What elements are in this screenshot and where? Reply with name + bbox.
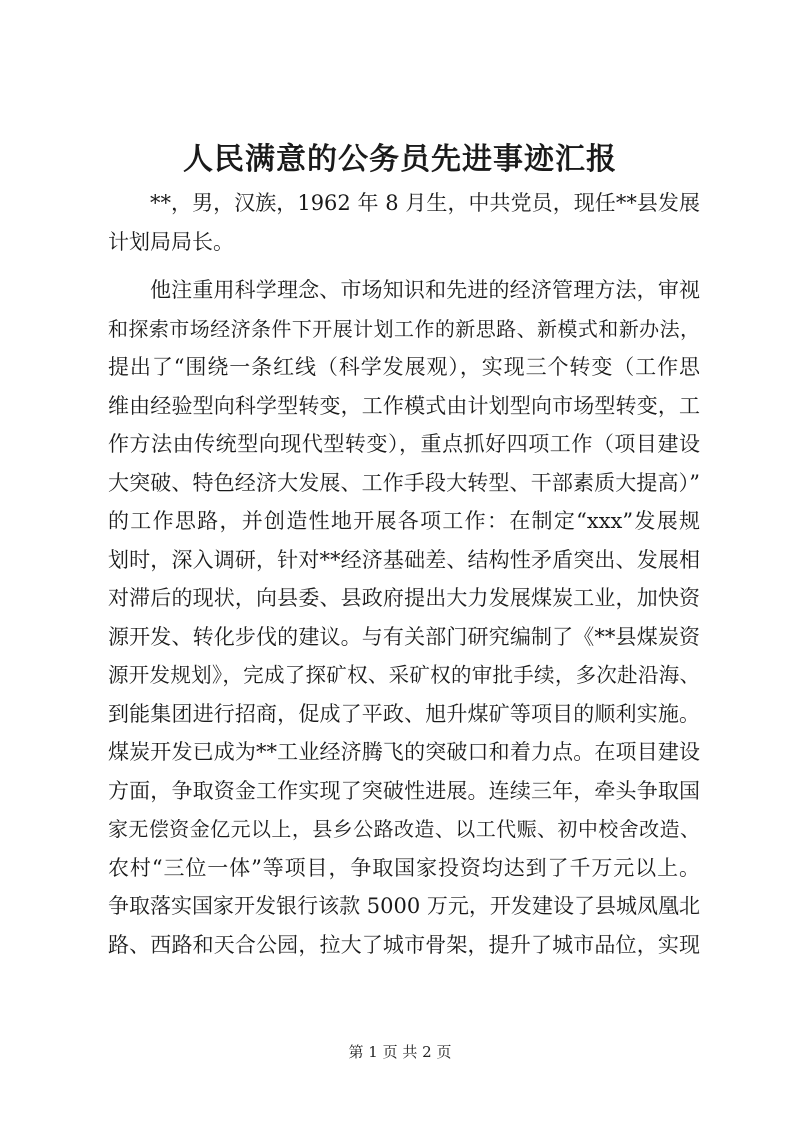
paragraph-line: 家无偿资金亿元以上，县乡公路改造、以工代赈、初中校舍改造、 <box>108 817 700 841</box>
document-title: 人民满意的公务员先进事迹汇报 <box>183 142 617 177</box>
paragraph-1 <box>108 184 700 261</box>
paragraph-line: 路、西路和天合公园，拉大了城市骨架，提升了城市品位，实现 <box>108 932 700 957</box>
paragraph-line: 源开发规划》，完成了探矿权、采矿权的审批手续，多次赴沿海、 <box>108 663 700 687</box>
paragraph-line: 提出了“围绕一条红线（科学发展观），实现三个转变（工作思 <box>108 355 700 379</box>
paragraph-line: 农村“三位一体”等项目，争取国家投资均达到了千万元以上。 <box>108 855 700 880</box>
paragraph-line: 煤炭开发已成为**工业经济腾飞的突破口和着力点。在项目建设 <box>108 740 700 764</box>
paragraph-line: 作方法由传统型向现代型转变），重点抓好四项工作（项目建设 <box>108 432 700 456</box>
paragraph-line: **，男，汉族，1962 年 8 月生，中共党员，现任**县发展 <box>150 191 700 215</box>
paragraph-line: 划时，深入调研，针对**经济基础差、结构性矛盾突出、发展相 <box>108 547 700 572</box>
paragraph-gap <box>108 261 700 271</box>
paragraph-line: 维由经验型向科学型转变，工作模式由计划型向市场型转变，工 <box>108 393 700 418</box>
paragraph-line: 大突破、特色经济大发展、工作手段大转型、干部素质大提高）” <box>108 470 700 495</box>
document-body <box>108 184 700 964</box>
paragraph-line: 源开发、转化步伐的建议。与有关部门研究编制了《**县煤炭资 <box>108 624 700 649</box>
paragraph-line: 争取落实国家开发银行该款 5000 万元，开发建设了县城凤凰北 <box>108 894 700 918</box>
paragraph-line: 对滞后的现状，向县委、县政府提出大力发展煤炭工业，加快资 <box>108 586 700 610</box>
paragraph-line: 他注重用科学理念、市场知识和先进的经济管理方法，审视 <box>150 278 700 302</box>
paragraph-line: 计划局局长。 <box>108 229 234 254</box>
paragraph-line: 到能集团进行招商，促成了平政、旭升煤矿等项目的顺利实施。 <box>108 701 700 726</box>
paragraph-line: 的工作思路，并创造性地开展各项工作：在制定“xxx”发展规 <box>108 509 700 533</box>
page-footer: 第 1 页 共 2 页 <box>348 1043 452 1061</box>
paragraph-line: 和探索市场经济条件下开展计划工作的新思路、新模式和新办法， <box>108 316 700 341</box>
paragraph-2 <box>108 271 700 964</box>
paragraph-line: 方面，争取资金工作实现了突破性进展。连续三年，牵头争取国 <box>108 778 700 803</box>
